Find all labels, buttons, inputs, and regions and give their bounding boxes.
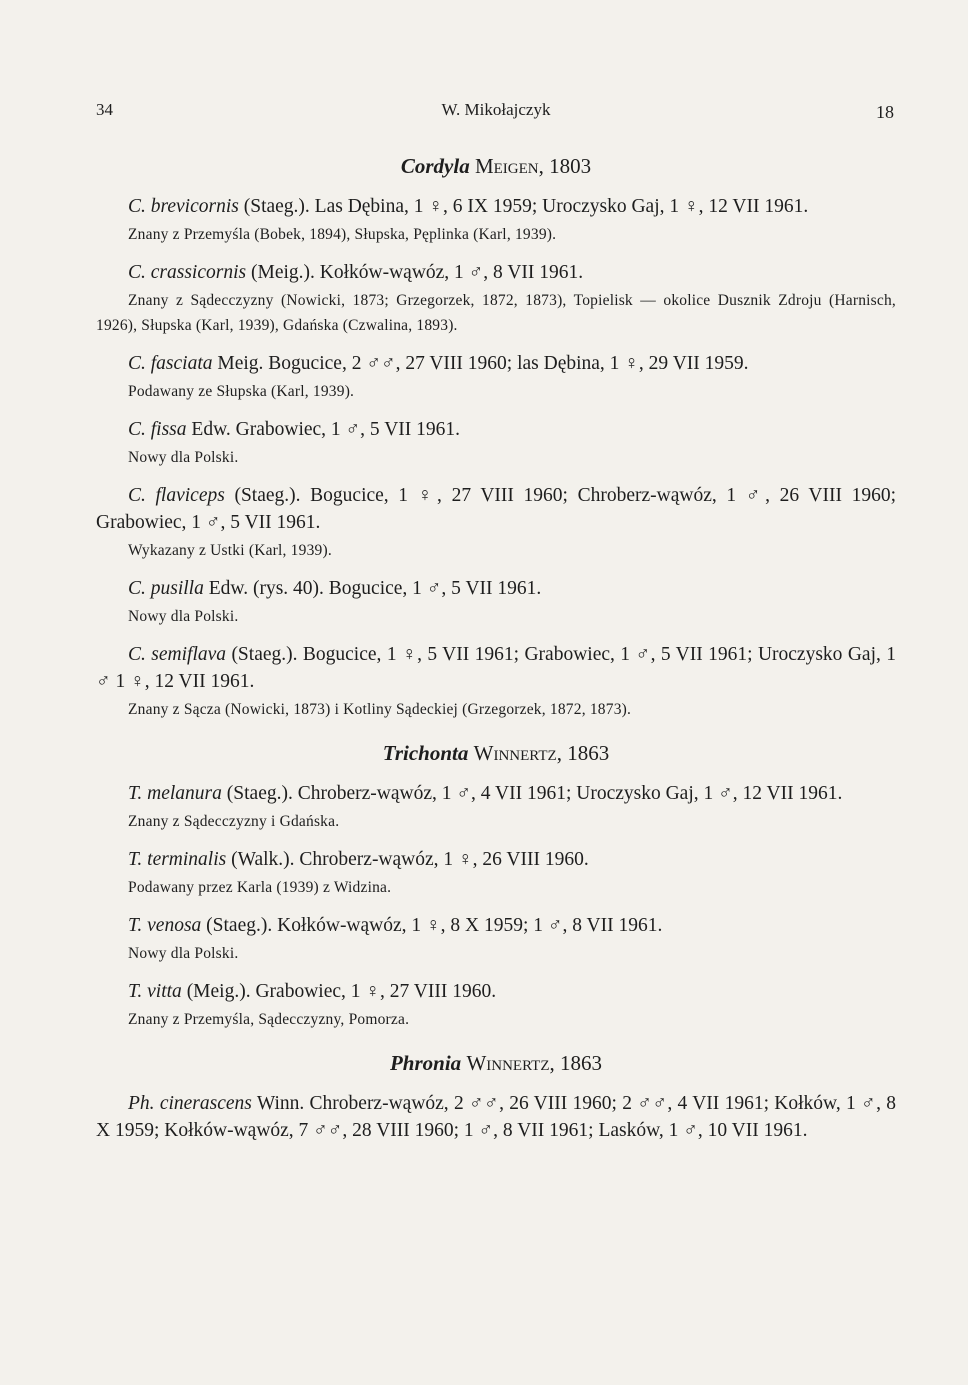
page-number: 34 [96,100,113,119]
species-name: T. vitta [128,981,182,1002]
species-note: Nowy dla Polski. [128,449,239,466]
species-record-text: (Walk.). Chroberz-wąwóz, 1 ♀, 26 VIII 1960. [231,849,589,870]
species-record [96,575,896,602]
species-note: Nowy dla Polski. [128,945,239,962]
species-note: Nowy dla Polski. [128,608,239,625]
species-name: T. melanura [128,783,222,804]
genus-heading [96,1050,896,1076]
species-name: C. fissa [128,419,187,440]
species-record [96,641,896,695]
genus-section [96,1050,896,1144]
species-record [96,416,896,443]
page-header [96,100,896,128]
species-record-text: (Staeg.). Las Dębina, 1 ♀, 6 IX 1959; Uroczysko Gaj, 1 ♀, 12 VII 1961. [243,196,809,217]
genus-heading [96,740,896,766]
species-record-text: Edw. (rys. 40). Bogucice, 1 ♂, 5 VII 1961. [208,578,542,599]
species-note: Znany z Sącza (Nowicki, 1873) i Kotliny Sądeckiej (Grzegorzek, 1872, 1873). [128,701,632,718]
species-note: Znany z Sądecczyzny (Nowicki, 1873; Grzegorzek, 1872, 1873), Topielisk — okolice Dusznik Zdroju (Harnisch, 1926), Słupska (Karl, 1939), Gdańska (Czwalina, 1893). [96,292,896,334]
species-record [96,482,896,536]
species-record-text: Winn. Chroberz-wąwóz, 2 ♂♂, 26 VIII 1960; 2 ♂♂, 4 VII 1961; Kołków, 1 ♂, 8 X 1959; Kołków-wąwóz, 7 ♂♂, 28 VIII 1960; 1 ♂, 8 VII 1961; Lasków, 1 ♂, 10 VII 1961. [96,1093,896,1141]
species-note: Wykazany z Ustki (Karl, 1939). [128,542,332,559]
species-record-text: Meig. Bogucice, 2 ♂♂, 27 VIII 1960; las Dębina, 1 ♀, 29 VII 1959. [217,353,749,374]
genus-section [96,153,896,722]
species-note: Podawany przez Karla (1939) z Widzina. [128,879,392,896]
species-record [96,193,896,220]
genus-authority: Winnertz, 1863 [473,741,610,765]
sheet-mark: 18 [876,102,894,122]
species-note: Znany z Sądecczyzny i Gdańska. [128,813,340,830]
species-record [96,259,896,286]
species-name: Ph. cinerascens [128,1093,252,1114]
species-name: C. crassicornis [128,262,247,283]
genus-name: Cordyla [400,154,470,178]
species-record-text: (Meig.). Kołków-wąwóz, 1 ♂, 8 VII 1961. [250,262,584,283]
page-body [96,153,896,1144]
species-note: Znany z Przemyśla, Sądecczyzny, Pomorza. [128,1011,410,1028]
species-note: Podawany ze Słupska (Karl, 1939). [128,383,355,400]
genus-name: Phronia [389,1051,462,1075]
species-name: C. semiflava [128,644,227,665]
running-title: W. Mikołajczyk [441,100,551,119]
species-record [96,1090,896,1144]
genus-section [96,740,896,1032]
species-record [96,780,896,807]
species-name: C. brevicornis [128,196,239,217]
species-name: T. terminalis [128,849,227,870]
species-record-text: (Staeg.). Kołków-wąwóz, 1 ♀, 8 X 1959; 1 ♂, 8 VII 1961. [206,915,663,936]
genus-name: Trichonta [382,741,469,765]
species-record-text: Edw. Grabowiec, 1 ♂, 5 VII 1961. [191,419,461,440]
species-record-text: (Staeg.). Chroberz-wąwóz, 1 ♂, 4 VII 1961; Uroczysko Gaj, 1 ♂, 12 VII 1961. [226,783,843,804]
species-record [96,978,896,1005]
species-record [96,350,896,377]
species-name: C. pusilla [128,578,204,599]
species-record [96,912,896,939]
species-name: C. fasciata [128,353,213,374]
genus-heading [96,153,896,179]
species-note: Znany z Przemyśla (Bobek, 1894), Słupska, Pęplinka (Karl, 1939). [128,226,557,243]
species-name: T. venosa [128,915,202,936]
species-record-text: (Staeg.). Bogucice, 1 ♀, 5 VII 1961; Grabowiec, 1 ♂, 5 VII 1961; Uroczysko Gaj, 1 ♂ 1 ♀, 12 VII 1961. [96,644,897,692]
genus-authority: Meigen, 1803 [474,154,592,178]
genus-authority: Winnertz, 1863 [466,1051,603,1075]
species-record-text: (Meig.). Grabowiec, 1 ♀, 27 VIII 1960. [186,981,497,1002]
species-name: C. flaviceps [128,485,225,506]
species-record-text: (Staeg.). Bogucice, 1 ♀, 27 VIII 1960; Chroberz-wąwóz, 1 ♂, 26 VIII 1960; Grabowiec, 1 ♂, 5 VII 1961. [96,485,897,533]
species-record [96,846,896,873]
